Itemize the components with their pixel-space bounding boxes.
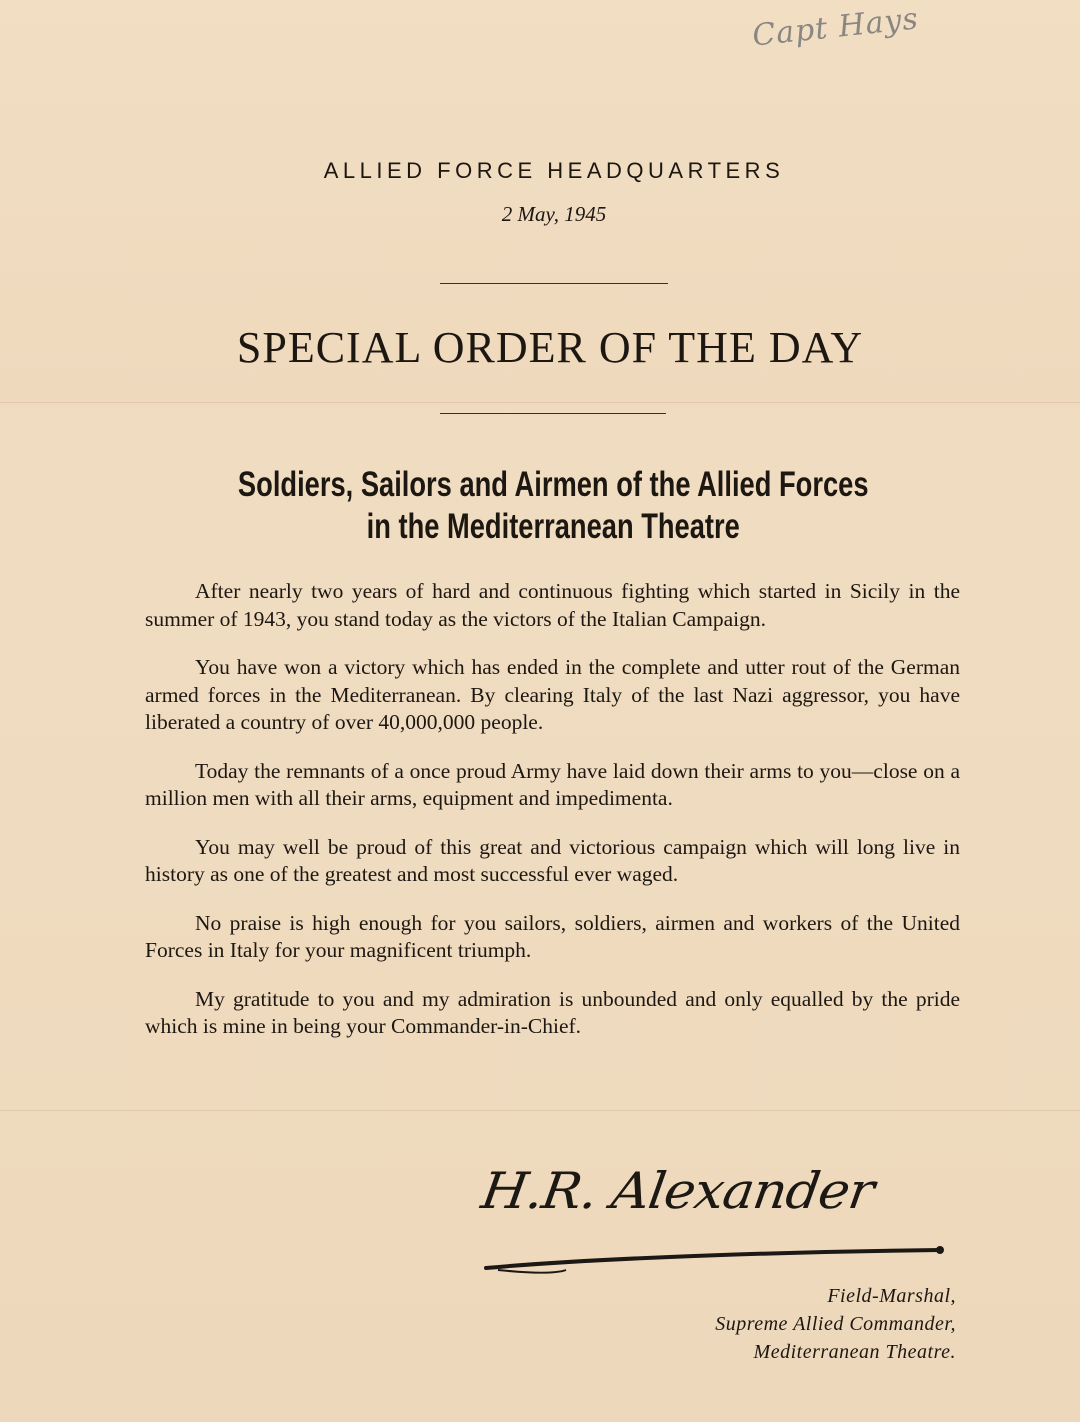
paper-fold <box>0 1110 1080 1111</box>
signatory-titles <box>715 1282 956 1366</box>
paragraph: No praise is high enough for you sailors, soldiers, airmen and workers of the United Forces in Italy for your magnificent triumph. <box>145 910 960 962</box>
paragraph: After nearly two years of hard and continuous fighting which started in Sicily in the summer of 1943, you stand today as the victors of the Italian Campaign. <box>145 579 960 631</box>
order-body <box>145 578 960 1062</box>
organization-header: ALLIED FORCE HEADQUARTERS <box>323 158 785 183</box>
paragraph: You have won a victory which has ended in the complete and utter rout of the German armed forces in the Mediterranean. By clearing Italy of the last Nazi aggressor, you have liberated a country of over 40,000,000 people. <box>145 655 960 734</box>
signature-underline <box>478 1160 948 1280</box>
heading-line: Soldiers, Sailors and Airmen of the Allied Forces <box>237 465 869 504</box>
document-title: SPECIAL ORDER OF THE DAY <box>236 323 864 372</box>
title-line: Supreme Allied Commander, <box>715 1313 956 1335</box>
divider <box>440 413 666 414</box>
divider <box>440 283 668 284</box>
document-date: 2 May, 1945 <box>501 202 607 226</box>
title-line: Field-Marshal, <box>827 1285 956 1307</box>
paragraph: My gratitude to you and my admiration is unbounded and only equalled by the pride which is mine in being your Commander-in-Chief. <box>145 986 960 1038</box>
paper-fold <box>0 402 1080 403</box>
signature: H.R. Alexander <box>477 1162 878 1220</box>
paragraph: You may well be proud of this great and victorious campaign which will long live in history as one of the greatest and most successful ever waged. <box>145 834 960 886</box>
address-heading <box>0 464 1080 548</box>
title-line: Mediterranean Theatre. <box>753 1341 956 1363</box>
paragraph: Today the remnants of a once proud Army have laid down their arms to you—close on a million men with all their arms, equipment and impedimenta. <box>145 758 960 810</box>
heading-line: in the Mediterranean Theatre <box>366 507 740 546</box>
handwritten-note: Capt Hays <box>750 1 921 54</box>
